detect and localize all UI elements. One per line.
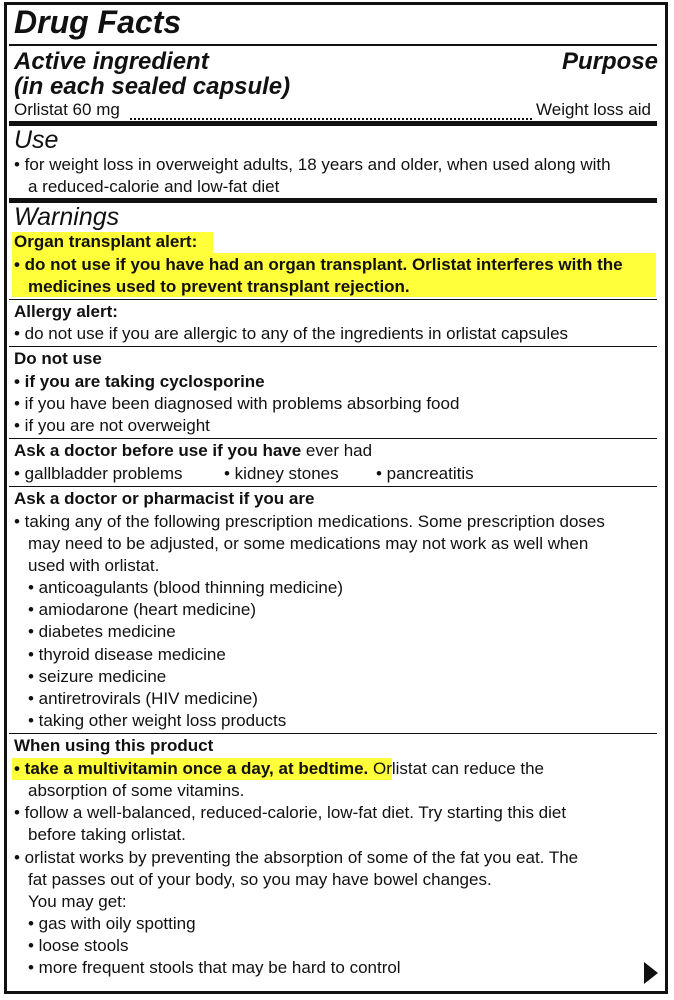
do-not-use-heading: Do not use	[14, 349, 102, 368]
ask-pharmacist-line: may need to be adjusted, or some medications may not work as well when	[28, 534, 589, 553]
ask-pharmacist-line: used with orlistat.	[28, 556, 160, 575]
ask-doctor-item: • kidney stones	[224, 464, 339, 483]
ask-doctor-heading	[14, 441, 372, 461]
medication-item: • seizure medicine	[28, 667, 167, 686]
allergy-alert-line: • do not use if you are allergic to any of the ingredients in orlistat capsules	[14, 324, 569, 343]
when-using-line: • orlistat works by preventing the absorption of some of the fat you eat. The	[14, 848, 579, 867]
medication-item: • taking other weight loss products	[28, 711, 287, 730]
medication-item: • anticoagulants (blood thinning medicine)	[28, 578, 343, 597]
do-not-use-item: • if you are not overweight	[14, 416, 210, 435]
divider	[9, 486, 657, 487]
ingredient-name: Orlistat 60 mg	[14, 100, 120, 119]
when-using-line: • follow a well-balanced, reduced-calorie, low-fat diet. Try starting this diet	[14, 803, 567, 822]
ask-doctor-item: • pancreatitis	[376, 464, 474, 483]
divider	[9, 44, 657, 46]
when-using-line	[14, 759, 544, 779]
transplant-alert-line: medicines used to prevent transplant rejection.	[28, 277, 410, 296]
use-heading: Use	[14, 126, 59, 154]
do-not-use-item: • if you have been diagnosed with problems absorbing food	[14, 394, 460, 413]
medication-item: • antiretrovirals (HIV medicine)	[28, 689, 258, 708]
purpose-heading: Purpose	[562, 48, 659, 75]
divider	[9, 299, 657, 300]
dot-leader	[130, 118, 532, 120]
active-ingredient-subheading: (in each sealed capsule)	[14, 73, 291, 100]
divider	[9, 346, 657, 347]
ask-doctor-heading-rest: ever had	[301, 441, 373, 460]
divider	[9, 733, 657, 734]
ask-pharmacist-line: • taking any of the following prescription medications. Some prescription doses	[14, 512, 605, 531]
allergy-alert-heading: Allergy alert:	[14, 302, 118, 321]
use-line: • for weight loss in overweight adults, 18 years and older, when used along with	[14, 155, 611, 174]
use-line: a reduced-calorie and low-fat diet	[28, 177, 280, 196]
transplant-alert-line: • do not use if you have had an organ transplant. Orlistat interferes with the	[14, 255, 623, 274]
when-using-heading: When using this product	[14, 736, 214, 755]
when-using-line-rest: Orlistat can reduce the	[368, 759, 545, 778]
page-title: Drug Facts	[14, 4, 182, 40]
side-effect-item: • loose stools	[28, 936, 129, 955]
when-using-line: fat passes out of your body, so you may have bowel changes.	[28, 870, 492, 889]
warnings-heading: Warnings	[14, 203, 120, 231]
divider	[9, 438, 657, 439]
ask-pharmacist-heading: Ask a doctor or pharmacist if you are	[14, 489, 315, 508]
ask-doctor-item: • gallbladder problems	[14, 464, 183, 483]
side-effect-item: • more frequent stools that may be hard to control	[28, 958, 401, 977]
active-ingredient-heading: Active ingredient	[14, 48, 209, 75]
ask-doctor-heading-bold: Ask a doctor before use if you have	[14, 441, 302, 460]
medication-item: • thyroid disease medicine	[28, 645, 226, 664]
medication-item: • amiodarone (heart medicine)	[28, 600, 257, 619]
side-effect-item: • gas with oily spotting	[28, 914, 196, 933]
do-not-use-item: • if you are taking cyclosporine	[14, 372, 265, 391]
continue-arrow-icon	[644, 962, 658, 984]
section-divider	[9, 121, 657, 126]
when-using-line: You may get:	[28, 892, 127, 911]
transplant-alert-heading: Organ transplant alert:	[14, 232, 198, 251]
when-using-line: before taking orlistat.	[28, 825, 186, 844]
ingredient-purpose: Weight loss aid	[536, 100, 651, 119]
when-using-line: absorption of some vitamins.	[28, 781, 245, 800]
multivitamin-instruction: • take a multivitamin once a day, at bedtime.	[14, 759, 369, 778]
medication-item: • diabetes medicine	[28, 622, 176, 641]
